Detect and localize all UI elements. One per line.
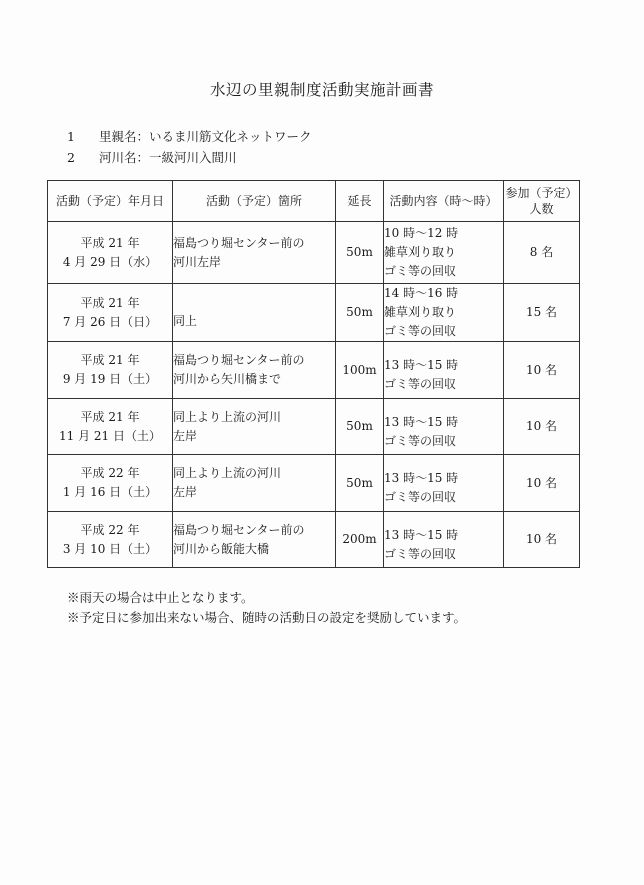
content-line: ゴミ等の回収 xyxy=(384,490,457,504)
info-item-river xyxy=(67,148,237,166)
table-row xyxy=(48,284,580,342)
date-year: 平成 21 年 xyxy=(80,295,140,310)
table-row xyxy=(48,222,580,284)
date-day: 9 月 19 日（土） xyxy=(62,372,158,386)
cell-count: 15 名 xyxy=(504,284,580,342)
cell-length: 50m xyxy=(336,284,384,342)
place-line: 福島つり堀センター前の xyxy=(173,235,305,250)
date-year: 平成 21 年 xyxy=(80,409,140,424)
activity-plan-table xyxy=(47,180,580,568)
place-line: 同上 xyxy=(173,314,198,328)
cell-place xyxy=(173,222,336,284)
place-line: 同上より上流の河川 xyxy=(173,466,282,480)
content-line: ゴミ等の回収 xyxy=(384,264,457,278)
date-day: 1 月 16 日（土） xyxy=(62,485,158,499)
info-text: 河川名：一級河川入間川 xyxy=(99,150,237,165)
content-line: ゴミ等の回収 xyxy=(384,546,457,561)
place-line: 左岸 xyxy=(173,485,198,499)
place-line: 河川から矢川橋まで xyxy=(173,372,282,386)
table-row xyxy=(48,342,580,399)
content-line: 雑草刈り取り xyxy=(384,245,457,259)
header-length: 延長 xyxy=(336,181,384,222)
cell-count: 8 名 xyxy=(504,222,580,284)
cell-length: 50m xyxy=(336,222,384,284)
date-year: 平成 21 年 xyxy=(80,353,140,367)
cell-place xyxy=(173,399,336,455)
info-number: 2 xyxy=(67,150,75,165)
date-day: 3 月 10 日（土） xyxy=(62,541,158,556)
content-line: 13 時～15 時 xyxy=(384,471,459,485)
content-line: ゴミ等の回収 xyxy=(384,433,457,448)
content-line: 13 時～15 時 xyxy=(384,358,459,372)
place-line: 福島つり堀センター前の xyxy=(173,522,305,537)
cell-date xyxy=(48,512,173,568)
place-line: 河川から飯能大橋 xyxy=(173,541,270,556)
cell-content xyxy=(384,512,504,568)
cell-date xyxy=(48,284,173,342)
date-year: 平成 22 年 xyxy=(80,466,140,480)
content-line: 13 時～15 時 xyxy=(384,527,459,542)
place-line: 河川左岸 xyxy=(173,254,222,269)
cell-length: 200m xyxy=(336,512,384,568)
document-title: 水辺の里親制度活動実施計画書 xyxy=(209,81,434,99)
date-day: 11 月 21 日（土） xyxy=(59,428,161,443)
date-year: 平成 21 年 xyxy=(80,235,140,250)
cell-place xyxy=(173,342,336,399)
cell-count: 10 名 xyxy=(504,342,580,399)
cell-place xyxy=(173,512,336,568)
content-line: ゴミ等の回収 xyxy=(384,377,457,391)
table-row xyxy=(48,399,580,455)
content-line: 13 時～15 時 xyxy=(384,414,459,429)
header-count xyxy=(504,181,580,222)
notes xyxy=(67,588,466,628)
date-day: 7 月 26 日（日） xyxy=(62,314,158,329)
date-year: 平成 22 年 xyxy=(80,522,140,537)
place-line: 左岸 xyxy=(173,428,198,443)
content-line: 10 時～12 時 xyxy=(384,226,459,240)
content-line: 14 時～16 時 xyxy=(384,286,459,300)
cell-length: 50m xyxy=(336,399,384,455)
info-text: 里親名：いるま川筋文化ネットワーク xyxy=(99,129,312,144)
note-rain: ※雨天の場合は中止となります。 xyxy=(67,590,254,605)
header-content: 活動内容（時～時） xyxy=(384,181,504,222)
cell-length: 100m xyxy=(336,342,384,399)
cell-count: 10 名 xyxy=(504,399,580,455)
info-number: 1 xyxy=(67,129,75,144)
place-line: 同上より上流の河川 xyxy=(173,409,282,424)
header-count-line2: 人数 xyxy=(529,202,554,216)
place-line: 福島つり堀センター前の xyxy=(173,353,305,367)
info-item-foster-parent xyxy=(67,127,312,145)
cell-content xyxy=(384,455,504,512)
cell-count: 10 名 xyxy=(504,512,580,568)
table-row xyxy=(48,512,580,568)
header-place: 活動（予定）箇所 xyxy=(173,181,336,222)
note-schedule: ※予定日に参加出来ない場合、随時の活動日の設定を奨励しています。 xyxy=(67,610,467,625)
cell-content xyxy=(384,399,504,455)
content-line: 雑草刈り取り xyxy=(384,305,457,319)
cell-date xyxy=(48,222,173,284)
cell-place xyxy=(173,455,336,512)
content-line: ゴミ等の回収 xyxy=(384,324,457,338)
cell-date xyxy=(48,342,173,399)
cell-date xyxy=(48,399,173,455)
cell-length: 50m xyxy=(336,455,384,512)
table-row xyxy=(48,455,580,512)
cell-content xyxy=(384,342,504,399)
header-count-line1: 参加（予定） xyxy=(505,186,578,200)
cell-date xyxy=(48,455,173,512)
header-date: 活動（予定）年月日 xyxy=(48,181,173,222)
table-header-row xyxy=(48,181,580,222)
cell-content xyxy=(384,284,504,342)
cell-place xyxy=(173,284,336,342)
cell-content xyxy=(384,222,504,284)
date-day: 4 月 29 日（水） xyxy=(62,254,158,269)
cell-count: 10 名 xyxy=(504,455,580,512)
